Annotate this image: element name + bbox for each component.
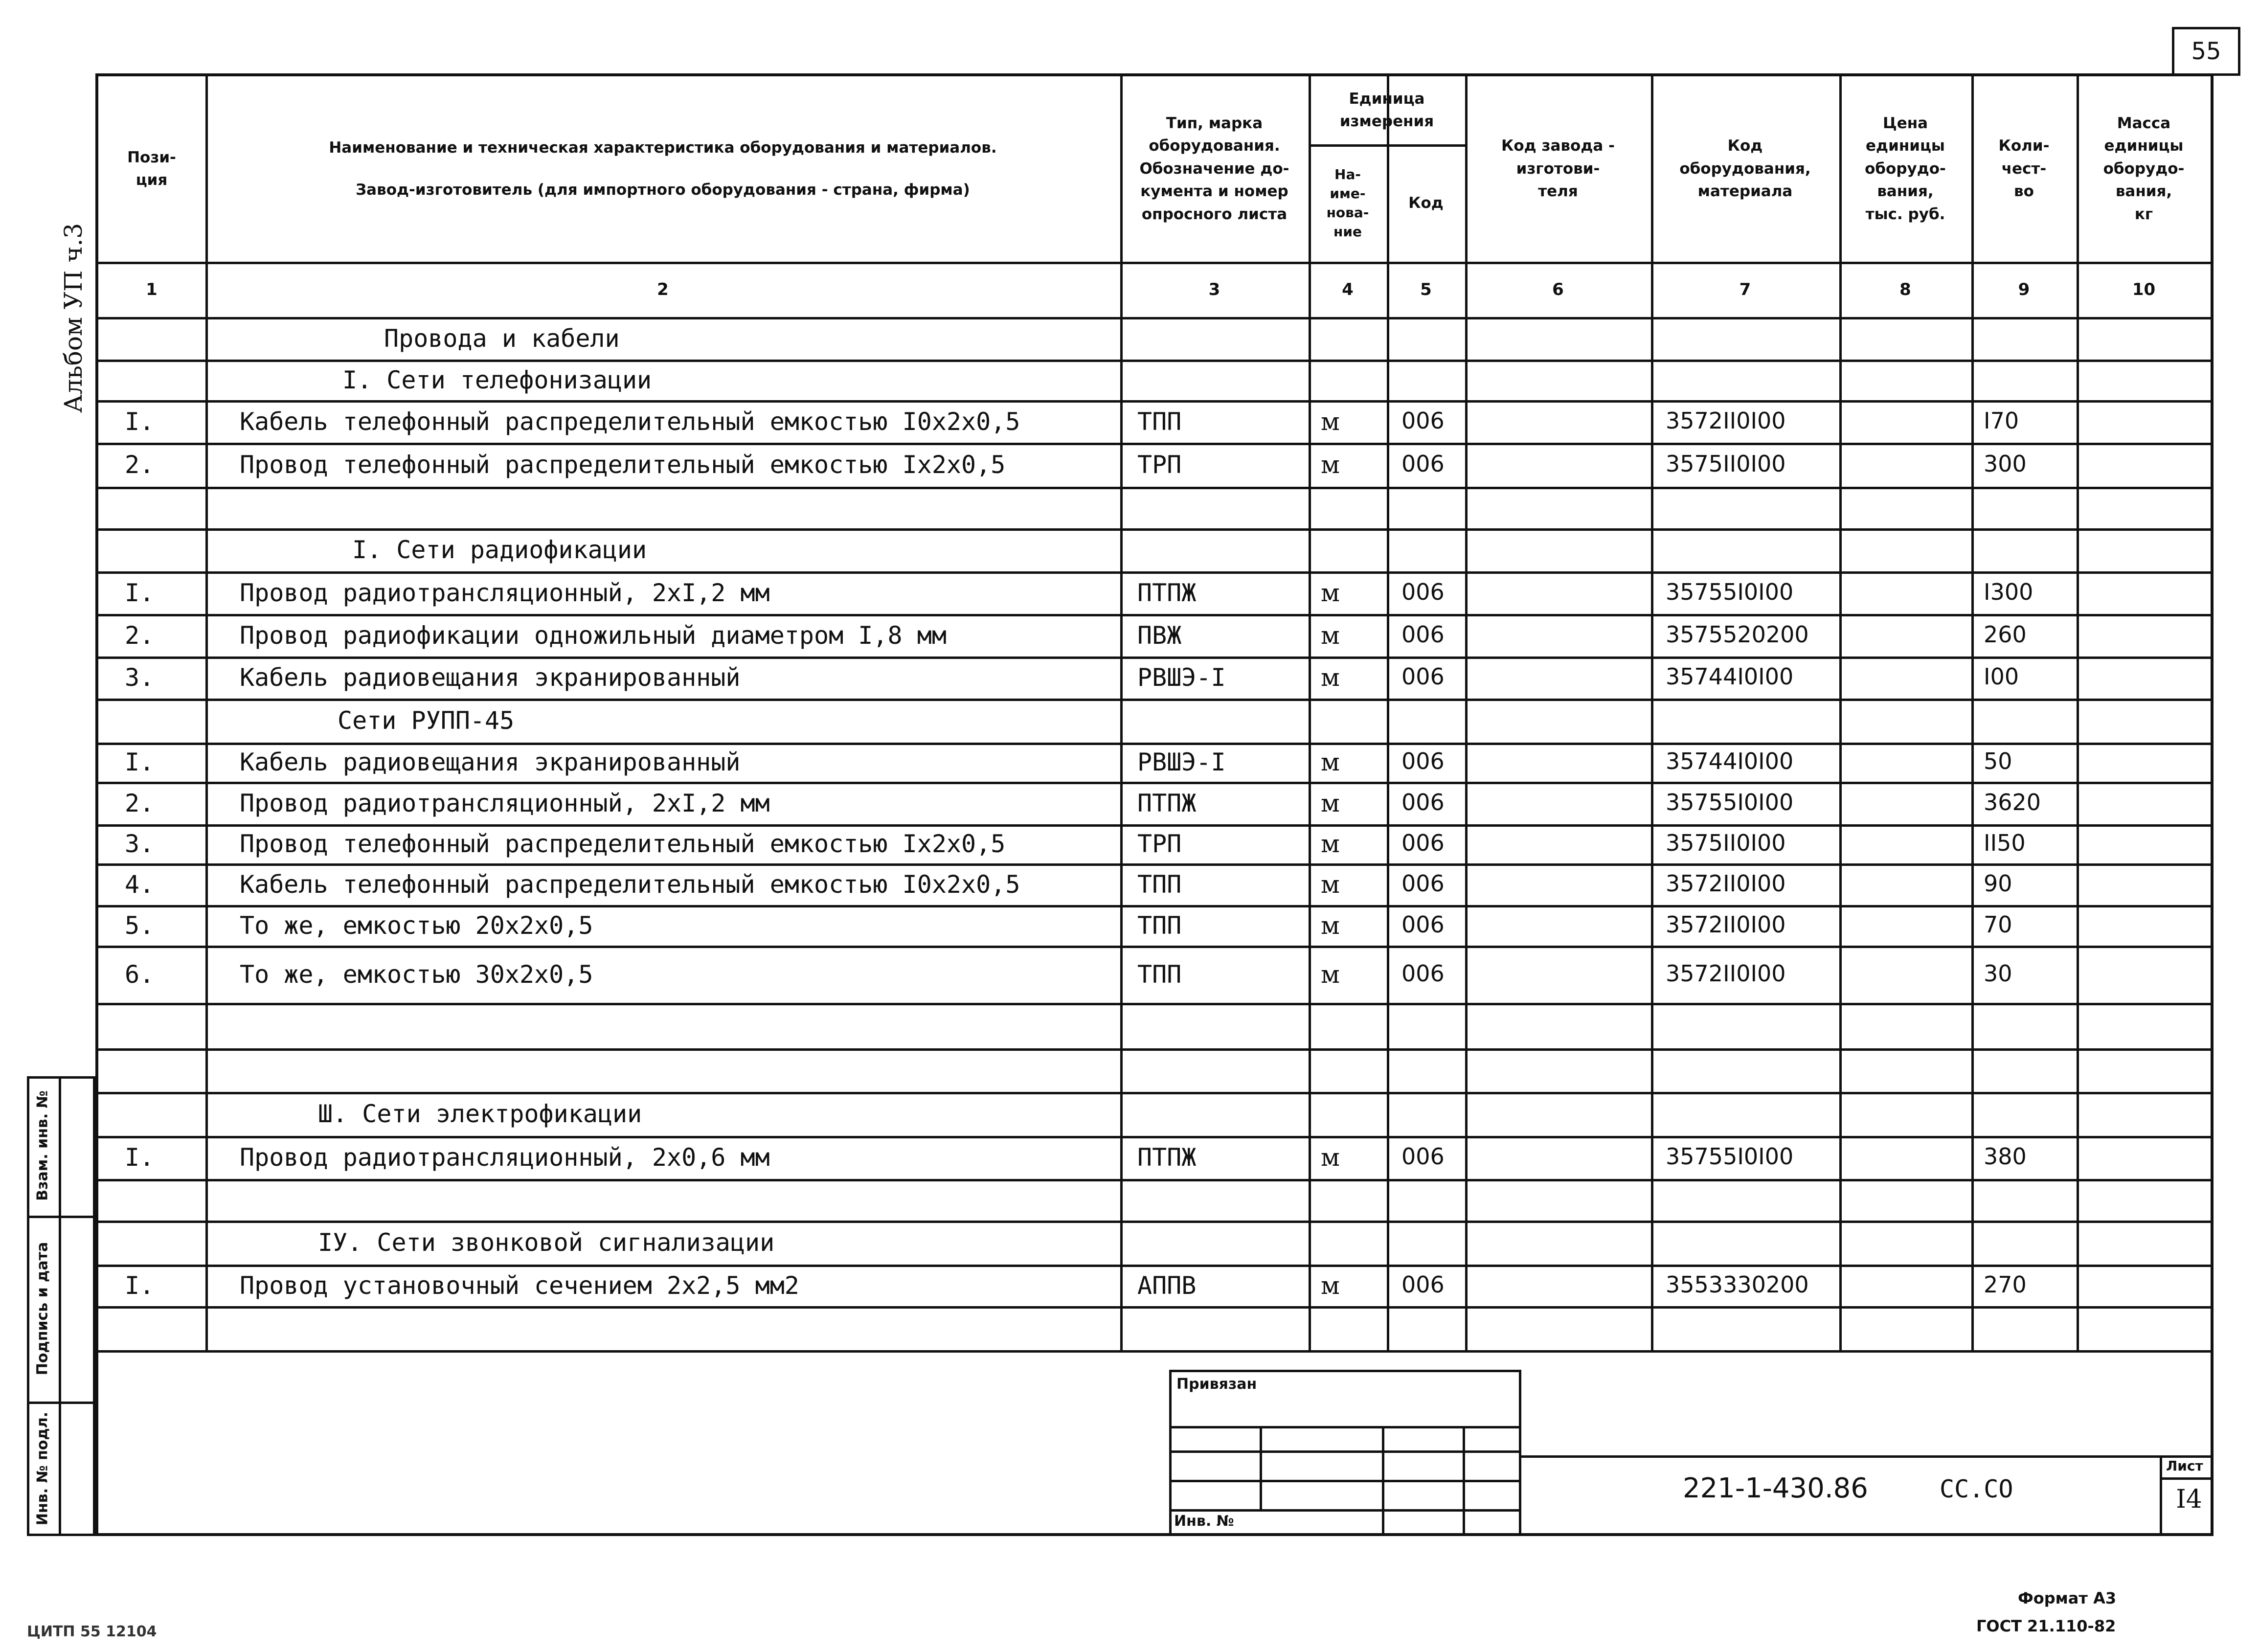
item-name: То же, емкостью 20х2х0,5 [240,911,593,940]
item-name: Провод установочный сечением 2х2,5 мм2 [240,1271,799,1300]
item-position: I. [125,578,155,607]
item-quantity: I300 [1984,578,2033,605]
column-number-1: 1 [146,279,158,299]
header-mass: Масса единицы оборудо- вания, кг [2103,114,2185,223]
item-position: 2. [125,621,155,650]
row-divider [95,528,2214,531]
item-type: РВШЭ-I [1137,748,1226,776]
header-manufacturer-code: Код завода - изготови- теля [1501,137,1615,201]
list-label: Лист [2166,1458,2203,1474]
item-unit-code: 006 [1401,1143,1445,1170]
item-unit: м [1321,621,1340,650]
item-position: 2. [125,789,155,817]
column-number-7: 7 [1739,279,1751,299]
item-equipment-code: 3572II0I00 [1666,870,1786,897]
section-heading: Ш. Сети электрофикации [318,1100,642,1128]
item-name: То же, емкостью 30х2х0,5 [240,960,593,989]
item-position: 3. [125,663,155,692]
header-equipment-code: Код оборудования, материала [1679,137,1811,201]
item-quantity: 300 [1984,451,2027,477]
row-divider [95,699,2214,701]
item-name: Кабель телефонный распределительный емкостью I0х2х0,5 [240,870,1020,899]
item-equipment-code: 3575II0I00 [1666,451,1786,477]
item-name: Кабель радиовещания экранированный [240,663,741,692]
item-quantity: I70 [1984,407,2019,434]
item-quantity: 30 [1984,960,2012,987]
format-label: Формат А3 [2018,1589,2117,1607]
item-type: ПТПЖ [1137,578,1197,607]
row-divider [95,487,2214,489]
item-equipment-code: 3572II0I00 [1666,407,1786,434]
row-divider [95,1350,2214,1353]
row-divider [95,782,2214,784]
row-divider [95,400,2214,403]
row-divider [95,1003,2214,1005]
item-quantity: II50 [1984,830,2026,856]
column-number-8: 8 [1899,279,1911,299]
item-type: АППВ [1137,1271,1197,1300]
item-equipment-code: 3575II0I00 [1666,830,1786,856]
row-divider [95,1221,2214,1223]
item-equipment-code: 35755I0I00 [1666,1143,1794,1170]
column-number-2: 2 [657,279,669,299]
item-unit-code: 006 [1401,789,1445,815]
item-type: ПВЖ [1137,621,1182,650]
section-heading: IУ. Сети звонковой сигнализации [318,1228,775,1257]
item-position: 4. [125,870,155,899]
header-unit-name: На- име- нова- ние [1326,166,1369,240]
item-quantity: 90 [1984,870,2012,897]
item-unit: м [1321,663,1340,692]
item-position: 5. [125,911,155,940]
item-unit-code: 006 [1401,1271,1445,1298]
item-type: ТПП [1137,911,1182,940]
item-unit: м [1321,1143,1340,1172]
item-unit-code: 006 [1401,870,1445,897]
header-type: Тип, марка оборудования. Обозначение до- кумента и номер опросного листа [1139,114,1289,223]
sheet-number: 55 [2191,38,2221,65]
row-divider [95,946,2214,948]
item-unit-code: 006 [1401,621,1445,648]
item-type: РВШЭ-I [1137,663,1226,692]
column-number-4: 4 [1342,279,1354,299]
row-divider [95,317,2214,319]
item-equipment-code: 3572II0I00 [1666,911,1786,938]
item-equipment-code: 35755I0I00 [1666,578,1794,605]
row-divider [95,1048,2214,1051]
section-heading: I. Сети радиофикации [352,536,647,564]
header-unit-code: Код [1408,194,1444,212]
row-divider [95,1265,2214,1267]
archive-stamp: ЦИТП 55 12104 [27,1623,157,1640]
document-mark: СС.СО [1940,1475,2013,1503]
item-quantity: 270 [1984,1271,2027,1298]
item-equipment-code: 35744I0I00 [1666,748,1794,774]
header-name [205,76,1120,262]
item-position: I. [125,407,155,436]
item-unit-code: 006 [1401,748,1445,774]
column-number-6: 6 [1552,279,1564,299]
item-quantity: 70 [1984,911,2012,938]
header-position: Пози- ция [127,148,176,189]
item-name: Провод радиофикации одножильный диаметром I,8 мм [240,621,947,650]
header-quantity: Коли- чест- во [1998,137,2050,201]
item-unit-code: 006 [1401,578,1445,605]
item-unit-code: 006 [1401,451,1445,477]
row-divider [95,656,2214,659]
item-unit-code: 006 [1401,830,1445,856]
column-number-9: 9 [2018,279,2030,299]
item-type: ТПП [1137,960,1182,989]
header-unit-group: Единица измерения [1339,90,1434,130]
list-number: I4 [2176,1485,2202,1514]
item-quantity: 50 [1984,748,2012,774]
row-divider [95,905,2214,907]
item-unit: м [1321,748,1340,776]
row-divider [95,1179,2214,1181]
row-divider [95,571,2214,574]
item-quantity: I00 [1984,663,2019,690]
item-unit-code: 006 [1401,663,1445,690]
row-divider [95,614,2214,616]
section-heading: Провода и кабели [384,324,620,353]
column-number-5: 5 [1420,279,1432,299]
item-name: Провод телефонный распределительный емкостью Iх2х0,5 [240,830,1006,858]
item-equipment-code: 35755I0I00 [1666,789,1794,815]
item-quantity: 3620 [1984,789,2041,815]
section-heading: Сети РУПП-45 [338,706,515,735]
column-number-10: 10 [2132,279,2156,299]
row-divider [95,443,2214,445]
item-type: ТПП [1137,407,1182,436]
header-name-line1: Наименование и техническая характеристика оборудования и материалов. [329,138,997,157]
item-position: I. [125,1271,155,1300]
item-type: ПТПЖ [1137,789,1197,817]
header-price: Цена единицы оборудо- вания, тыс. руб. [1865,114,1946,223]
item-unit: м [1321,578,1340,607]
item-position: I. [125,748,155,776]
item-type: ТРП [1137,451,1182,479]
item-type: ТРП [1137,830,1182,858]
item-unit: м [1321,960,1340,989]
item-position: 3. [125,830,155,858]
item-unit: м [1321,1271,1340,1300]
privyazan-label: Привязан [1176,1376,1257,1393]
item-equipment-code: 3572II0I00 [1666,960,1786,987]
item-equipment-code: 3553330200 [1666,1271,1809,1298]
item-quantity: 260 [1984,621,2027,648]
row-divider [95,1306,2214,1309]
item-unit-code: 006 [1401,911,1445,938]
row-divider [95,863,2214,866]
row-divider [95,743,2214,745]
item-unit: м [1321,789,1340,817]
item-position: 6. [125,960,155,989]
sheet-number-box [2172,27,2240,76]
item-equipment-code: 3575520200 [1666,621,1809,648]
gost-label: ГОСТ 21.110-82 [1976,1617,2116,1635]
item-unit-code: 006 [1401,960,1445,987]
item-type: ТПП [1137,870,1182,899]
row-divider [95,360,2214,362]
item-name: Кабель телефонный распределительный емкостью I0х2х0,5 [240,407,1020,436]
item-equipment-code: 35744I0I00 [1666,663,1794,690]
item-position: 2. [125,451,155,479]
header-name-line2: Завод-изготовитель (для импортного оборудования - страна, фирма) [356,181,970,199]
item-position: I. [125,1143,155,1172]
item-unit: м [1321,870,1340,899]
item-type: ПТПЖ [1137,1143,1197,1172]
item-unit: м [1321,451,1340,479]
inv-no-label: Инв. № [1174,1513,1234,1530]
item-name: Кабель радиовещания экранированный [240,748,741,776]
row-divider [95,1136,2214,1138]
item-unit: м [1321,911,1340,940]
item-name: Провод радиотрансляционный, 2х0,6 мм [240,1143,770,1172]
row-divider [95,824,2214,827]
section-heading: I. Сети телефонизации [342,365,652,394]
item-name: Провод телефонный распределительный емкостью Iх2х0,5 [240,451,1006,479]
item-unit: м [1321,407,1340,436]
document-code: 221-1-430.86 [1683,1472,1868,1504]
item-quantity: 380 [1984,1143,2027,1170]
item-name: Провод радиотрансляционный, 2хI,2 мм [240,578,770,607]
column-number-3: 3 [1208,279,1220,299]
item-name: Провод радиотрансляционный, 2хI,2 мм [240,789,770,817]
item-unit: м [1321,830,1340,858]
row-divider [95,1092,2214,1094]
item-unit-code: 006 [1401,407,1445,434]
